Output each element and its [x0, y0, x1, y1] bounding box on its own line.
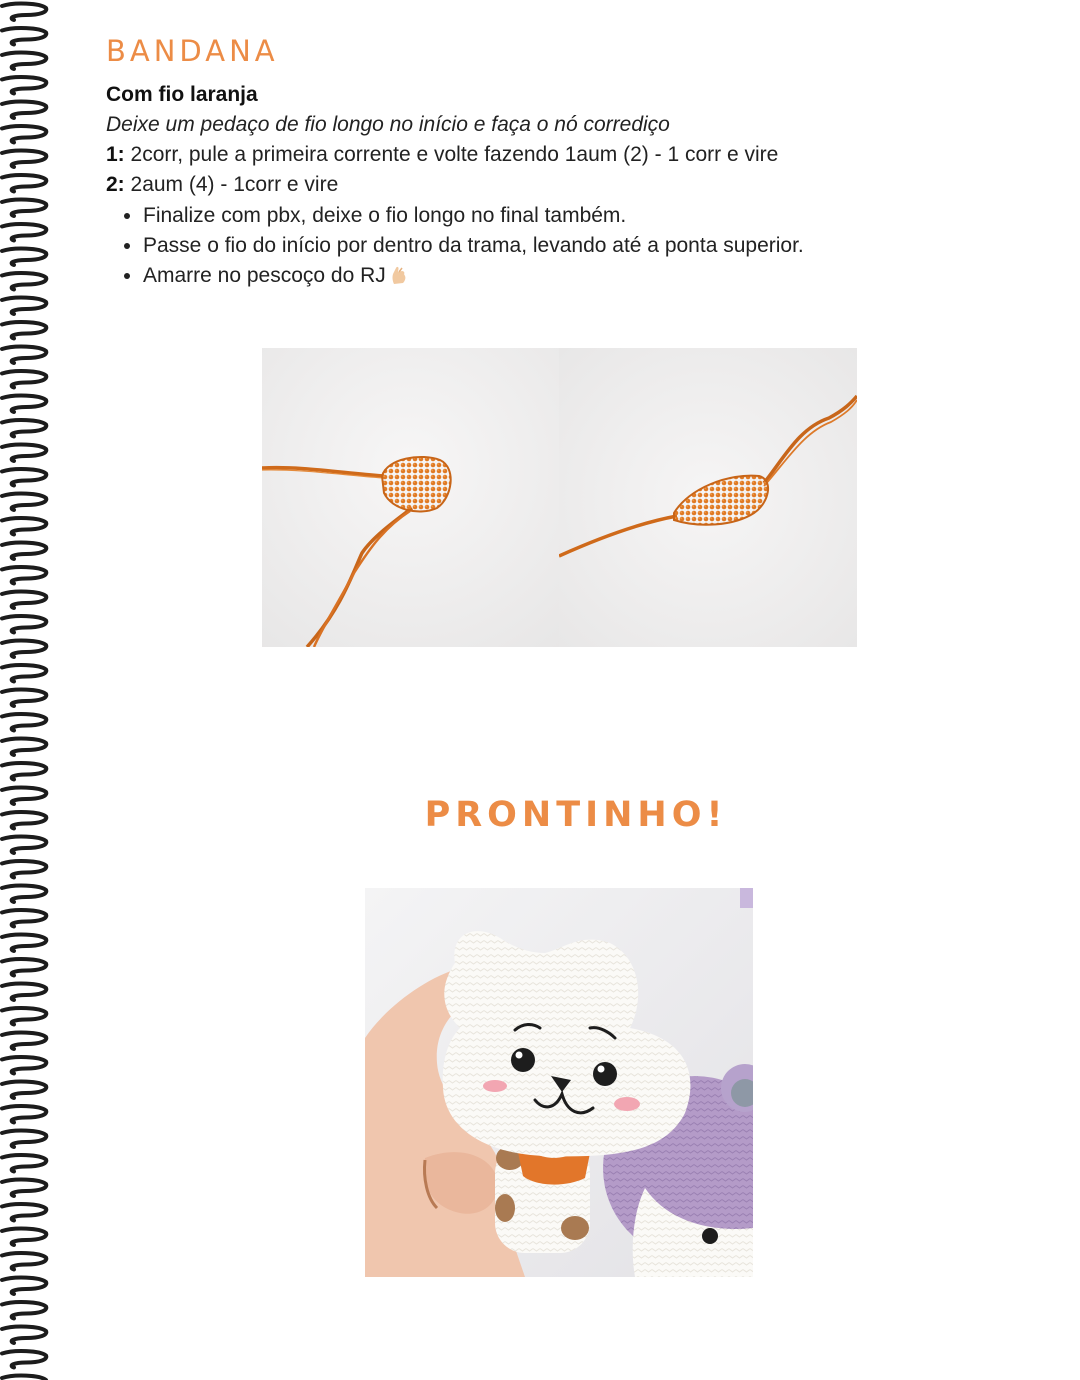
- spiral-coil: [2, 420, 46, 436]
- spiral-coil: [2, 1180, 46, 1196]
- spiral-coil: [2, 714, 46, 730]
- row-2-number: 2:: [106, 173, 125, 196]
- spiral-coil: [2, 641, 46, 657]
- list-item: • Passe o fio do início por dentro da trama, levando até a ponta superior.: [143, 231, 804, 261]
- row-1-text: 2corr, pule a primeira corrente e volte fazendo 1aum (2) - 1 corr e vire: [124, 143, 779, 166]
- spiral-coil: [2, 1327, 46, 1343]
- spiral-coil: [2, 298, 46, 314]
- spiral-coil: [2, 1106, 46, 1122]
- spiral-coil: [2, 1082, 46, 1098]
- spiral-coil: [2, 1033, 46, 1049]
- spiral-coil: [2, 1229, 46, 1245]
- row-1-number: 1:: [106, 143, 125, 166]
- row-1: [106, 143, 778, 167]
- spiral-coil: [2, 616, 46, 632]
- spiral-coil: [2, 200, 46, 216]
- spiral-coil: [2, 347, 46, 363]
- spiral-coil: [2, 1155, 46, 1171]
- spiral-coil: [2, 665, 46, 681]
- intro-text: Deixe um pedaço de fio longo no início e faça o nó corrediço: [106, 113, 670, 136]
- spiral-coil: [2, 567, 46, 583]
- spiral-coil: [2, 28, 46, 44]
- spiral-coil: [2, 1008, 46, 1024]
- spiral-coil: [2, 396, 46, 412]
- spiral-coil: [2, 959, 46, 975]
- spiral-binding: [0, 0, 50, 1380]
- row-2: [106, 173, 338, 197]
- spiral-coil: [2, 543, 46, 559]
- spiral-coil: [2, 1204, 46, 1220]
- spiral-coil: [2, 1131, 46, 1147]
- photo-bandana-tail-down: [262, 348, 559, 647]
- list-item: • Finalize com pbx, deixe o fio longo no final também.: [143, 201, 804, 231]
- spiral-coil: [2, 322, 46, 338]
- spiral-coil: [2, 592, 46, 608]
- spiral-coil: [2, 175, 46, 191]
- spiral-coil: [2, 690, 46, 706]
- section-title: BANDANA: [106, 34, 279, 68]
- spiral-coil: [2, 77, 46, 93]
- spiral-coil: [2, 739, 46, 755]
- spiral-coil: [2, 1057, 46, 1073]
- spiral-coil: [2, 53, 46, 69]
- spiral-coil: [2, 249, 46, 265]
- spiral-coil: [2, 224, 46, 240]
- spiral-coil: [2, 886, 46, 902]
- spiral-coil: [2, 469, 46, 485]
- spiral-coil: [2, 151, 46, 167]
- spiral-coil: [2, 273, 46, 289]
- photo-finished-rj-amigurumi: [365, 888, 753, 1277]
- spiral-coil: [2, 1302, 46, 1318]
- spiral-coil: [2, 1253, 46, 1269]
- spiral-coil: [2, 518, 46, 534]
- instruction-list: [106, 201, 804, 291]
- spiral-coil: [2, 371, 46, 387]
- pinching-hand-icon: [390, 265, 408, 285]
- spiral-coil: [2, 861, 46, 877]
- spiral-coil: [2, 910, 46, 926]
- photo-bandana-tails-sideways: [559, 348, 857, 647]
- finished-title: PRONTINHO!: [424, 795, 728, 835]
- spiral-coil: [2, 935, 46, 951]
- spiral-coil: [2, 763, 46, 779]
- list-item: • Amarre no pescoço do RJ: [143, 261, 804, 291]
- spiral-coil: [2, 126, 46, 142]
- spiral-coil: [2, 102, 46, 118]
- spiral-coil: [2, 837, 46, 853]
- spiral-coil: [2, 1351, 46, 1367]
- spiral-coil: [2, 984, 46, 1000]
- spiral-coil: [2, 494, 46, 510]
- spiral-coil: [2, 1278, 46, 1294]
- spiral-coil: [2, 4, 46, 20]
- spiral-coil: [2, 445, 46, 461]
- subtitle: Com fio laranja: [106, 83, 258, 106]
- row-2-text: 2aum (4) - 1corr e vire: [124, 173, 339, 196]
- spiral-coil: [2, 1376, 46, 1380]
